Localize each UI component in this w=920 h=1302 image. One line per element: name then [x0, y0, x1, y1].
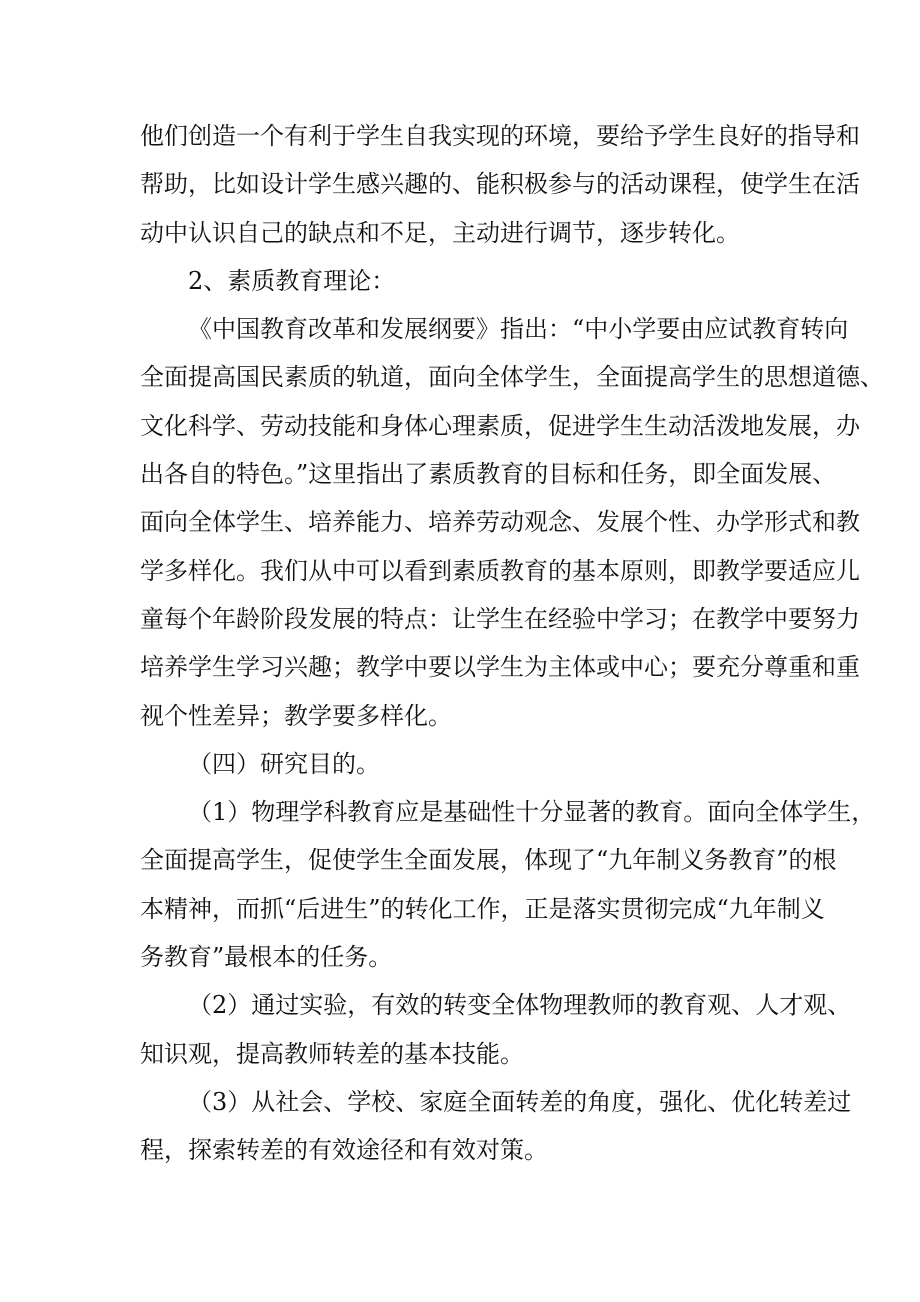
text-line: 全面提高学生，促使学生全面发展，体现了“九年制义务教育”的根 [140, 846, 837, 875]
text-line: 培养学生学习兴趣；教学中要以学生为主体或中心；要充分尊重和重 [140, 653, 860, 682]
section-heading-research-purpose: （四）研究目的。 [188, 749, 380, 778]
text-line: 务教育”最根本的任务。 [140, 943, 393, 972]
section-heading-quality-education-theory: 2、素质教育理论： [188, 266, 396, 295]
text-line: 帮助，比如设计学生感兴趣的、能积极参与的活动课程，使学生在活 [140, 170, 860, 199]
text-line: 程，探索转差的有效途径和有效对策。 [140, 1136, 548, 1165]
text-line: 动中认识自己的缺点和不足，主动进行调节，逐步转化。 [140, 218, 740, 247]
text-line: 面向全体学生、培养能力、培养劳动观念、发展个性、办学形式和教 [140, 508, 860, 537]
text-line: 他们创造一个有利于学生自我实现的环境，要给予学生良好的指导和 [140, 122, 860, 150]
text-line: 出各自的特色。”这里指出了素质教育的目标和任务，即全面发展、 [140, 460, 837, 489]
text-line: （2）通过实验，有效的转变全体物理教师的教育观、人才观、 [188, 991, 852, 1020]
text-line: 童每个年龄阶段发展的特点：让学生在经验中学习；在教学中要努力 [140, 604, 860, 633]
text-line: （1）物理学科教育应是基础性十分显著的教育。面向全体学生， [188, 798, 876, 827]
text-line: 视个性差异；教学要多样化。 [140, 701, 452, 730]
text-line: 《中国教育改革和发展纲要》指出：“中小学要由应试教育转向 [188, 315, 849, 344]
text-line: 学多样化。我们从中可以看到素质教育的基本原则，即教学要适应儿 [140, 556, 860, 585]
text-line: 知识观，提高教师转差的基本技能。 [140, 1039, 524, 1068]
text-line: 本精神，而抓“后进生”的转化工作，正是落实贯彻完成“九年制义 [140, 894, 825, 923]
text-line: （3）从社会、学校、家庭全面转差的角度，强化、优化转差过 [188, 1087, 852, 1116]
text-line: 文化科学、劳动技能和身体心理素质，促进学生生动活泼地发展，办 [140, 411, 860, 440]
text-line: 全面提高国民素质的轨道，面向全体学生，全面提高学生的思想道德、 [140, 363, 884, 392]
document-body [140, 112, 884, 1175]
